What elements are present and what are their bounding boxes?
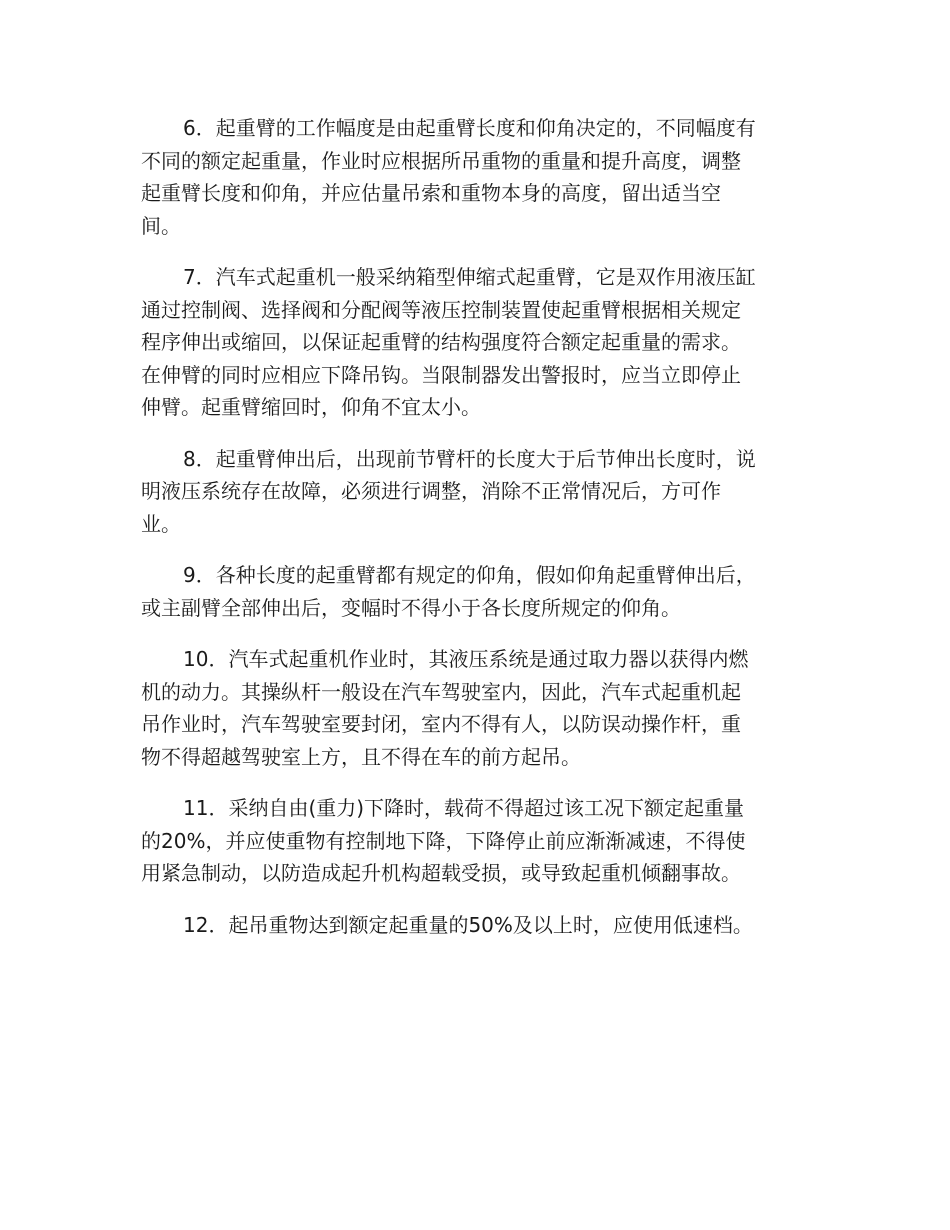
paragraph-line: 吊作业时，汽车驾驶室要封闭，室内不得有人，以防误动操作杆，重: [141, 712, 741, 736]
paragraph-line: 明液压系统存在故障，必须进行调整，消除不正常情况后，方可作: [141, 479, 721, 503]
paragraph-line: 程序伸出或缩回，以保证起重臂的结构强度符合额定起重量的需求。: [141, 330, 741, 354]
paragraph-8: [141, 443, 809, 541]
paragraph-line: 11．采纳自由(重力)下降时，载荷不得超过该工况下额定起重量: [183, 796, 745, 820]
paragraph-7: [141, 261, 809, 424]
paragraph-6: [141, 112, 809, 242]
paragraph-line: 起重臂长度和仰角，并应估量吊索和重物本身的高度，留出适当空: [141, 181, 721, 205]
paragraph-line: 10．汽车式起重机作业时，其液压系统是通过取力器以获得内燃: [183, 647, 749, 671]
paragraph-line: 的20%，并应使重物有控制地下降，下降停止前应渐渐减速，不得使: [141, 828, 746, 853]
paragraph-line: 或主副臂全部伸出后，变幅时不得小于各长度所规定的仰角。: [141, 595, 681, 620]
paragraph-line: 伸臂。起重臂缩回时，仰角不宜太小。: [141, 395, 481, 419]
paragraph-line: 物不得超越驾驶室上方，且不得在车的前方起吊。: [141, 744, 581, 769]
paragraph-line: 不同的额定起重量，作业时应根据所吊重物的重量和提升高度，调整: [141, 148, 741, 173]
document-body: [141, 112, 809, 960]
paragraph-10: [141, 643, 809, 773]
paragraph-line: 间。: [141, 213, 181, 238]
paragraph-line: 8．起重臂伸出后，出现前节臂杆的长度大于后节伸出长度时，说: [183, 446, 756, 471]
paragraph-line: 12．起吊重物达到额定起重量的50%及以上时，应使用低速档。: [183, 912, 753, 937]
paragraph-line: 6．起重臂的工作幅度是由起重臂长度和仰角决定的，不同幅度有: [183, 116, 756, 140]
paragraph-line: 9．各种长度的起重臂都有规定的仰角，假如仰角起重臂伸出后，: [183, 563, 756, 587]
paragraph-line: 业。: [141, 511, 181, 536]
paragraph-9: [141, 559, 809, 624]
paragraph-line: 在伸臂的同时应相应下降吊钩。当限制器发出警报时，应当立即停止: [141, 362, 741, 387]
paragraph-line: 机的动力。其操纵杆一般设在汽车驾驶室内，因此，汽车式起重机起: [141, 679, 741, 704]
paragraph-11: [141, 792, 809, 890]
paragraph-line: 通过控制阀、选择阀和分配阀等液压控制装置使起重臂根据相关规定: [141, 297, 741, 322]
paragraph-line: 用紧急制动，以防造成起升机构超载受损，或导致起重机倾翻事故。: [141, 861, 741, 885]
paragraph-12: [141, 909, 809, 942]
paragraph-line: 7．汽车式起重机一般采纳箱型伸缩式起重臂，它是双作用液压缸: [183, 265, 756, 289]
